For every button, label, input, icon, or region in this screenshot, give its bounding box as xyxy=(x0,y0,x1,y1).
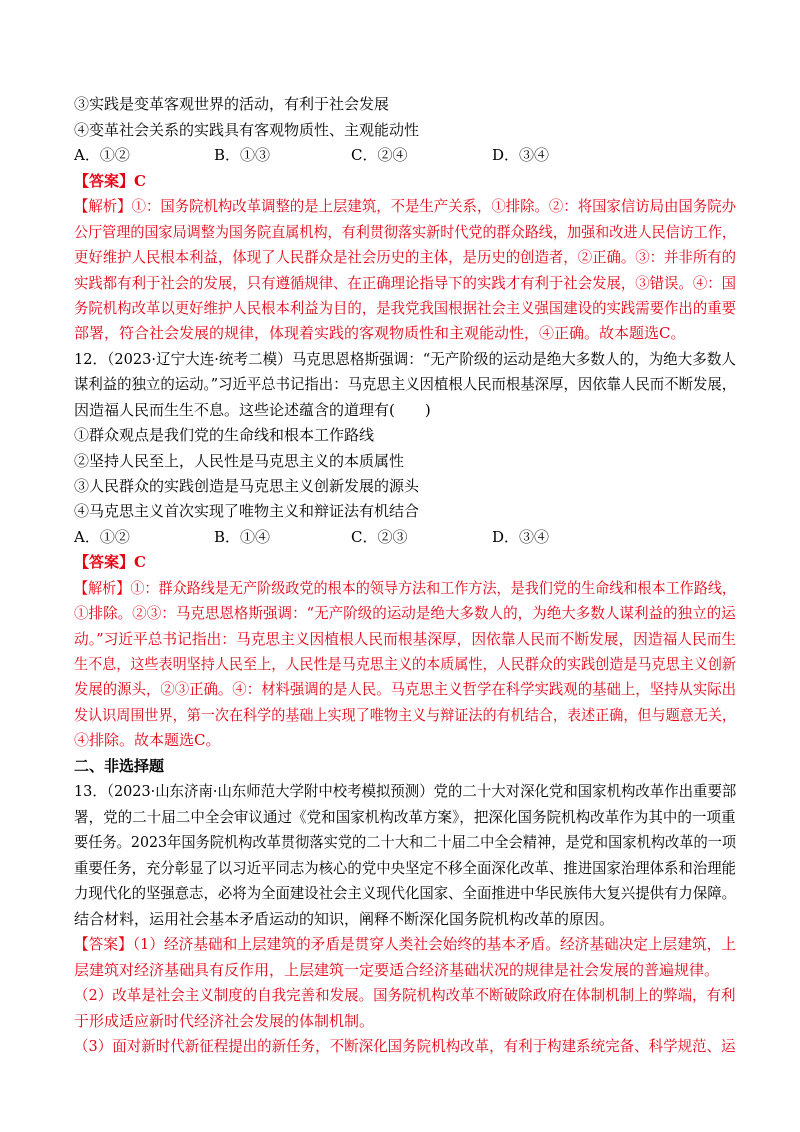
q12-analysis-line: 发展的源头，②③正确。④：材料强调的是人民。马克思主义哲学在科学实践观的基础上，坚持从实际出 xyxy=(74,680,737,698)
q12-item-1: ①群众观点是我们党的生命线和根本工作路线 xyxy=(74,426,375,444)
q12-option-d: D．③④ xyxy=(492,528,550,546)
q13-answer-line: 【答案】（1）经济基础和上层建筑的矛盾是贯穿人类社会始终的基本矛盾。经济基础决定上层建筑，上 xyxy=(74,935,737,953)
section-heading: 二、非选择题 xyxy=(74,757,165,775)
q12-analysis-line: ①排除。②③：马克思恩格斯强调：“无产阶级的运动是绝大多数人的，为绝大多数人谋利益的独立的运 xyxy=(74,604,736,622)
q13-answer-line: （3）面对新时代新征程提出的新任务，不断深化国务院机构改革，有利于构建系统完备、科学规范、运 xyxy=(74,1037,736,1055)
q12-analysis-line: 生不息，这些表明坚持人民至上，人民性是马克思主义的本质属性，人民群众的实践创造是马克思主义创新 xyxy=(74,655,737,673)
q12-analysis-line: ④排除。故本题选C。 xyxy=(74,731,221,749)
q12-analysis-line: 动。”习近平总书记指出：马克思主义因植根人民而根基深厚，因依靠人民而不断发展，因造福人民而生 xyxy=(74,630,737,648)
q12-stem-line: 因造福人民而生生不息。这些论述蕴含的道理有( ) xyxy=(74,401,431,419)
q12-analysis-line: 【解析】①：群众路线是无产阶级政党的根本的领导方法和工作方法，是我们党的生命线和根本工作路线， xyxy=(74,579,737,597)
q13-answer-line: 层建筑对经济基础具有反作用，上层建筑一定要适合经济基础状况的规律是社会发展的普遍规律。 xyxy=(74,961,720,979)
q12-stem-line: 谋利益的独立的运动。”习近平总书记指出：马克思主义因植根人民而根基深厚，因依靠人民而不断发展， xyxy=(74,375,737,393)
q11-analysis-line: 【解析】①：国务院机构改革调整的是上层建筑，不是生产关系，①排除。②：将国家信访局由国务院办 xyxy=(74,197,737,215)
q13-stem-line: 力现代化的坚强意志，必将为全面建设社会主义现代化国家、全面推进中华民族伟大复兴提供有力保障。 xyxy=(74,884,737,902)
q11-option-c: C．②④ xyxy=(351,146,408,164)
q12-item-2: ②坚持人民至上，人民性是马克思主义的本质属性 xyxy=(74,452,405,470)
q11-analysis-line: 实践都有利于社会的发展，只有遵循规律、在正确理论指导下的实践才有利于社会发展，③错误。④：国 xyxy=(74,274,737,292)
q13-stem-line: 署，党的二十届二中全会审议通过《党和国家机构改革方案》，把深化国务院机构改革作为其中的一项重 xyxy=(74,808,736,826)
q13-answer-line: 于形成适应新时代经济社会发展的体制机制。 xyxy=(74,1012,375,1030)
q13-stem-line: 13．（2023·山东济南·山东师范大学附中校考模拟预测）党的二十大对深化党和国家机构改革作出重要部 xyxy=(74,782,737,800)
q13-stem-line: 要任务。2023年国务院机构改革贯彻落实党的二十大和二十届二中全会精神，是党和国家机构改革的一项 xyxy=(74,833,737,851)
q12-item-4: ④马克思主义首次实现了唯物主义和辩证法有机结合 xyxy=(74,502,420,520)
q11-item-3: ③实践是变革客观世界的活动，有利于社会发展 xyxy=(74,95,390,113)
q11-analysis-line: 公厅管理的国家局调整为国务院直属机构，有利贯彻落实新时代党的群众路线，加强和改进人民信访工作， xyxy=(74,223,737,241)
q12-option-a: A．①② xyxy=(74,528,130,546)
q13-stem-line: 重要任务，充分彰显了以习近平同志为核心的党中央坚定不移全面深化改革、推进国家治理体系和治理能 xyxy=(74,859,737,877)
q13-question: 结合材料，运用社会基本矛盾运动的知识，阐释不断深化国务院机构改革的原因。 xyxy=(74,910,615,928)
q11-analysis-line: 部署，符合社会发展的规律，体现着实践的客观物质性和主观能动性，④正确。故本题选C。 xyxy=(74,324,686,342)
q13-answer-line: （2）改革是社会主义制度的自我完善和发展。国务院机构改革不断破除政府在体制机制上的弊端，有利 xyxy=(74,986,736,1004)
q11-option-b: B．①③ xyxy=(214,146,271,164)
q11-analysis-line: 务院机构改革以更好维护人民根本利益为目的，是我党我国根据社会主义强国建设的实践需要作出的重要 xyxy=(74,299,737,317)
q12-analysis-line: 发认识周围世界，第一次在科学的基础上实现了唯物主义与辩证法的有机结合，表述正确，但与题意无关， xyxy=(74,706,737,724)
q12-answer: 【答案】C xyxy=(74,553,146,571)
q11-item-4: ④变革社会关系的实践具有客观物质性、主观能动性 xyxy=(74,121,420,139)
q11-option-d: D．③④ xyxy=(492,146,550,164)
q12-options xyxy=(74,527,594,547)
q11-analysis-line: 更好维护人民根本利益，体现了人民群众是社会历史的主体，是历史的创造者，②正确。③：并非所有的 xyxy=(74,248,737,266)
q12-stem-line: 12．（2023·辽宁大连·统考二模）马克思恩格斯强调：“无产阶级的运动是绝大多数人的，为绝大多数人 xyxy=(74,350,737,368)
q12-option-c: C．②③ xyxy=(351,528,408,546)
q11-option-a: A．①② xyxy=(74,146,130,164)
q12-item-3: ③人民群众的实践创造是马克思主义创新发展的源头 xyxy=(74,477,420,495)
q12-option-b: B．①④ xyxy=(214,528,271,546)
q11-answer: 【答案】C xyxy=(74,172,146,190)
q11-options xyxy=(74,145,594,165)
